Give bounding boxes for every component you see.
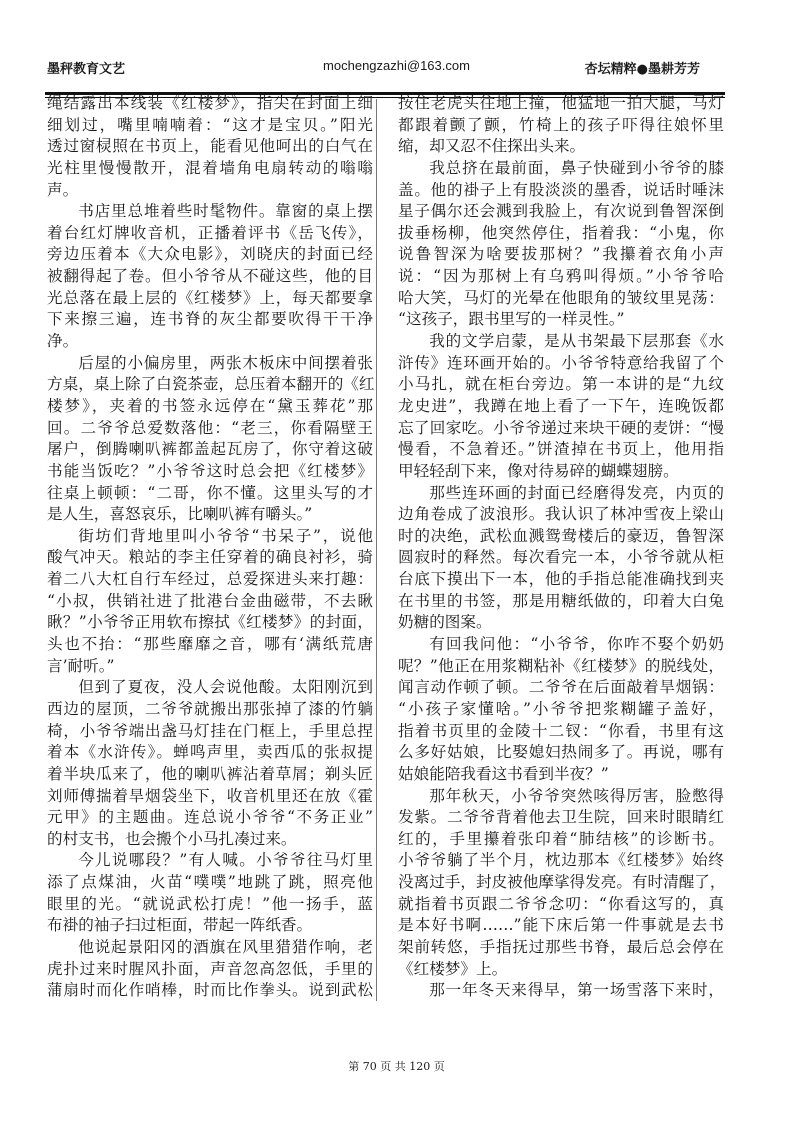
text-line: 虎扑过来时腥风扑面，声音忽高忽低，手里的: [47, 959, 373, 978]
text-line: 姑娘能陪我看这书看到半夜？”: [398, 764, 609, 783]
text-line: 呢？”他正在用浆糊粘补《红楼梦》的脱线处，: [398, 656, 724, 675]
text-line: 眼里的光。“就说武松打虎！”他一扬手，蓝: [47, 894, 373, 913]
paragraph: [47, 526, 373, 677]
text-line: 屠户，倒腾喇叭裤都盖起瓦房了，你守着这破: [47, 440, 373, 459]
text-line: 细划过，嘴里喃喃着：“这才是宝贝。”阳光: [47, 115, 373, 134]
text-line: 么多好姑娘，比娶媳妇热闹多了。再说，哪有: [398, 743, 724, 762]
text-line: 小爷爷躺了半个月，枕边那本《红楼梦》始终: [398, 851, 724, 870]
text-column-left: [47, 93, 373, 1002]
text-line: 就指着书页跟二爷爷念叨：“你看这写的，真: [398, 894, 724, 913]
text-line: 说鲁智深为啥要拔那树？”我攥着衣角小声: [398, 245, 724, 264]
text-line: 盖。他的褂子上有股淡淡的墨香，说话时唾沫: [398, 180, 724, 199]
text-line: 说：“因为那树上有乌鸦叫得烦。”小爷爷哈: [398, 267, 724, 286]
text-line: 言’耐听。”: [47, 656, 115, 675]
text-line: 净。: [47, 332, 79, 351]
column-divider: [376, 99, 377, 1001]
paragraph: [398, 158, 724, 331]
text-line: 指着书页里的金陵十二钗：“你看，书里有这: [398, 721, 724, 740]
text-line: 但到了夏夜，没人会说他酸。太阳刚沉到: [78, 678, 373, 697]
text-line: 旁边压着本《大众电影》，刘晓庆的封面已经: [47, 245, 373, 264]
text-line: 下来擦三遍，连书脊的灰尘都要吹得干干净: [47, 310, 373, 329]
text-line: 拔垂杨柳，他突然停住，指着我：“小鬼，你: [398, 223, 724, 242]
text-line: “小叔，供销社进了批港台金曲磁带，不去瞅: [47, 591, 373, 610]
text-line: 边角卷成了波浪形。我认识了林冲雪夜上梁山: [398, 505, 724, 524]
paragraph: [398, 634, 724, 785]
paragraph: [398, 93, 724, 158]
text-line: 刘师傅揣着旱烟袋坐下，收音机里还在放《霍: [47, 786, 373, 805]
text-line: 《红楼梦》上。: [398, 959, 508, 978]
text-line: 头也不抬：“那些靡靡之音，哪有‘满纸荒唐: [47, 635, 373, 654]
text-line: 奶糖的图案。: [398, 613, 492, 632]
text-line: 光柱里慢慢散开，混着墙角电扇转动的嗡嗡: [47, 158, 373, 177]
paragraph: [47, 677, 373, 850]
text-line: 被翻得起了卷。但小爷爷从不碰这些，他的目: [47, 267, 373, 286]
text-line: 甲轻轻刮下来，像对待易碎的蝴蝶翅膀。: [398, 461, 679, 480]
text-line: “这孩子，跟书里写的一样灵性。”: [398, 310, 625, 329]
text-line: 着本《水浒传》。蝉鸣声里，卖西瓜的张叔提: [47, 743, 373, 762]
text-line: 星子偶尔还会溅到我脸上，有次说到鲁智深倒: [398, 202, 724, 221]
text-line: 他说起景阳冈的酒旗在风里猎猎作响，老: [78, 937, 373, 956]
section-title: 杏坛精粹●墨耕芳芳: [584, 62, 700, 77]
text-line: 酸气冲天。粮站的李主任穿着的确良衬衫，骑: [47, 548, 373, 567]
text-line: 那些连环画的封面已经磨得发亮，内页的: [429, 483, 724, 502]
paragraph: [47, 937, 373, 1002]
text-line: 台底下摸出下一本，他的手指总能准确找到夹: [398, 570, 724, 589]
text-line: 西边的屋顶，二爷爷就搬出那张掉了漆的竹躺: [47, 699, 373, 718]
page-number: 第 70 页 共 120 页: [348, 1060, 445, 1073]
text-line: 有回我问他：“小爷爷，你咋不娶个奶奶: [429, 635, 724, 654]
text-line: 布褂的袖子扫过柜面，带起一阵纸香。: [47, 916, 313, 935]
text-line: 我的文学启蒙，是从书架最下层那套《水: [429, 332, 724, 351]
text-line: 闻言动作顿了顿。二爷爷在后面敲着旱烟锅：: [398, 678, 724, 697]
text-line: 慢看，不急着还。”饼渣掉在书页上，他用指: [398, 440, 724, 459]
text-line: 书店里总堆着些时髦物件。靠窗的桌上摆: [78, 202, 373, 221]
contact-email: mochengzazhi@163.com: [323, 58, 470, 73]
text-line: 着二八大杠自行车经过，总爱探进头来打趣：: [47, 570, 373, 589]
text-line: 缩，却又忍不住探出头来。: [398, 137, 586, 156]
text-line: 今儿说哪段？”有人喊。小爷爷往马灯里: [78, 851, 373, 870]
text-line: 街坊们背地里叫小爷爷“书呆子”，说他: [78, 526, 373, 545]
text-line: 蒲扇时而化作哨棒，时而比作拳头。说到武松: [47, 981, 373, 1000]
text-line: 瞅？”小爷爷正用软布擦拭《红楼梦》的封面，: [47, 613, 373, 632]
text-line: 圆寂时的释然。每次看完一本，小爷爷就从柜: [398, 548, 724, 567]
text-line: “小孩子家懂啥。”小爷爷把浆糊罐子盖好，: [398, 699, 724, 718]
paragraph: [47, 93, 373, 201]
text-line: 后屋的小偏房里，两张木板床中间摆着张: [78, 353, 373, 372]
text-line: 绳结露出本线装《红楼梦》，指尖在封面上细: [47, 94, 373, 112]
text-line: 忘了回家吃。小爷爷递过来块干硬的麦饼：“慢: [398, 418, 724, 437]
text-line: 我总挤在最前面，鼻子快碰到小爷爷的膝: [429, 158, 724, 177]
text-line: 按住老虎头往地上撞，他猛地一拍大腿，马灯: [398, 94, 724, 112]
paragraph: [47, 201, 373, 352]
text-line: 元甲》的主题曲。连总说小爷爷“不务正业”: [47, 808, 373, 827]
text-line: 往桌上顿顿：“二哥，你不懂。这里头写的才: [47, 483, 373, 502]
text-line: 的村支书，也会搬个小马扎凑过来。: [47, 829, 297, 848]
text-line: 没离过手，封皮被他摩挲得发亮。有时清醒了，: [398, 873, 726, 892]
text-line: 光总落在最上层的《红楼梦》上，每天都要拿: [47, 288, 373, 307]
journal-name: 墨秤教育文艺: [47, 62, 126, 77]
paragraph: [398, 786, 724, 981]
text-line: 是人生，喜怒哀乐，比喇叭裤有嚼头。”: [47, 505, 313, 524]
paragraph: [47, 850, 373, 937]
paragraph: [398, 980, 724, 1002]
text-line: 那年秋天，小爷爷突然咳得厉害，脸憋得: [429, 786, 724, 805]
paragraph: [47, 353, 373, 526]
paragraph: [398, 483, 724, 634]
text-line: 着台红灯牌收音机，正播着评书《岳飞传》，: [47, 223, 373, 242]
text-line: 声。: [47, 180, 79, 199]
text-line: 浒传》连环画开始的。小爷爷特意给我留了个: [398, 353, 724, 372]
text-line: 回。二爷爷总爱数落他：“老三，你看隔壁王: [47, 418, 373, 437]
paragraph: [398, 331, 724, 482]
text-line: 都跟着颤了颤，竹椅上的孩子吓得往娘怀里: [398, 115, 724, 134]
text-line: 发紫。二爷爷背着他去卫生院，回来时眼睛红: [398, 808, 724, 827]
text-line: 哈大笑，马灯的光晕在他眼角的皱纹里晃荡：: [398, 288, 724, 307]
text-line: 着半块瓜来了，他的喇叭裤沾着草屑；剃头匠: [47, 764, 373, 783]
text-line: 楼梦》，夹着的书签永远停在“黛玉葬花”那: [47, 396, 373, 415]
text-line: 透过窗棂照在书页上，能看见他呵出的白气在: [47, 137, 373, 156]
text-line: 方桌，桌上除了白瓷茶壶，总压着本翻开的《红: [47, 375, 375, 394]
text-line: 时的决绝，武松血溅鸳鸯楼后的豪迈，鲁智深: [398, 526, 724, 545]
text-line: 是本好书啊……”能下床后第一件事就是去书: [398, 916, 724, 935]
text-line: 在书里的书签，那是用糖纸做的，印着大白兔: [398, 591, 724, 610]
text-line: 龙史进”，我蹲在地上看了一下午，连晚饭都: [398, 396, 724, 415]
text-line: 红的，手里攥着张印着“肺结核”的诊断书。: [398, 829, 724, 848]
text-line: 小马扎，就在柜台旁边。第一本讲的是“九纹: [398, 375, 724, 394]
text-line: 书能当饭吃？”小爷爷这时总会把《红楼梦》: [47, 461, 373, 480]
text-column-right: [398, 93, 724, 1002]
text-line: 椅，小爷爷端出盏马灯挂在门框上，手里总捏: [47, 721, 373, 740]
text-line: 那一年冬天来得早，第一场雪落下来时，: [429, 981, 724, 1000]
text-line: 添了点煤油，火苗“噗噗”地跳了跳，照亮他: [47, 873, 373, 892]
text-line: 架前转悠，手指抚过那些书脊，最后总会停在: [398, 937, 724, 956]
